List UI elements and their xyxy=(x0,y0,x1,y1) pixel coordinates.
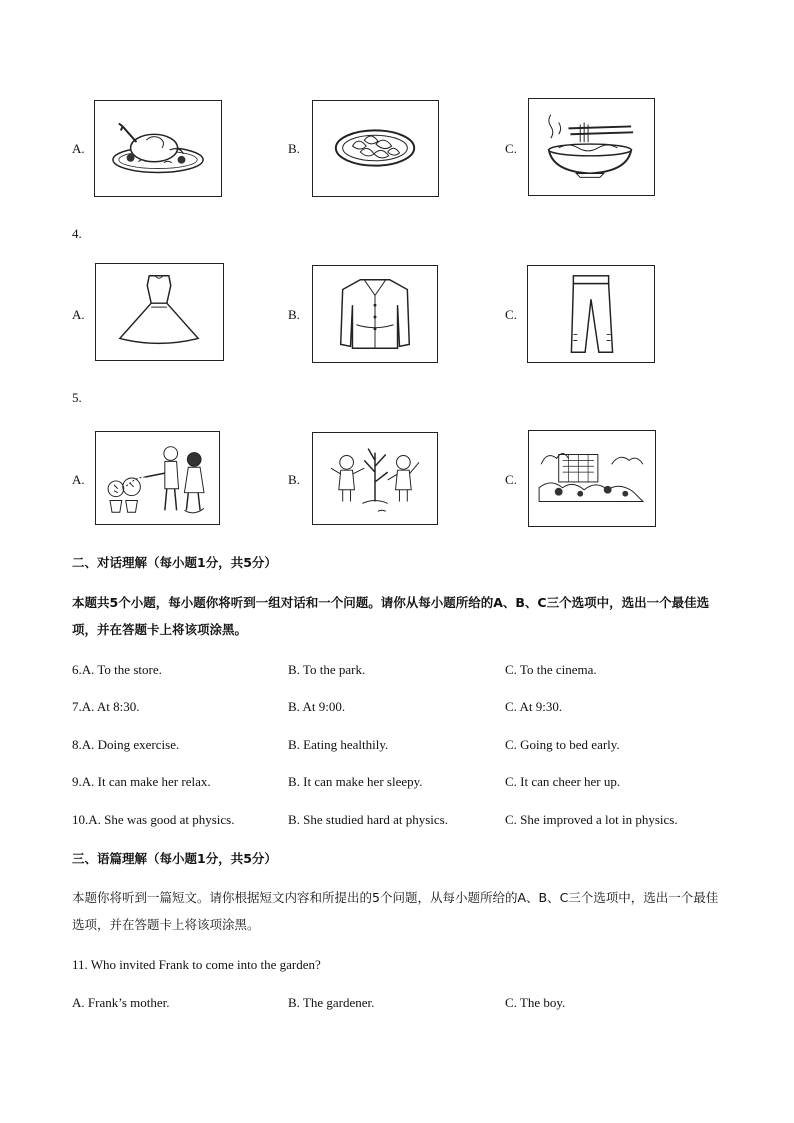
section3-heading: 三、语篇理解（每小题1分，共5分） xyxy=(72,851,277,866)
section2-instruction: 本题共5个小题，每小题你将听到一组对话和一个问题。请你从每小题所给的A、B、C三个选项中，选出一个最佳选项，并在答题卡上将该项涂黑。 xyxy=(72,595,710,637)
q3-option-a-label: A. xyxy=(72,141,85,156)
q5-option-b-label: B. xyxy=(288,472,300,487)
q7-option-c[interactable]: C. At 9:30. xyxy=(505,699,563,714)
building-rubble-image[interactable] xyxy=(528,430,656,527)
q6-option-a[interactable]: 6.A. To the store. xyxy=(72,662,162,677)
q8-option-a[interactable]: 8.A. Doing exercise. xyxy=(72,737,180,752)
q4-option-b-label: B. xyxy=(288,307,300,322)
planting-tree-image[interactable] xyxy=(312,432,438,525)
q9-option-a[interactable]: 9.A. It can make her relax. xyxy=(72,774,211,789)
q3-option-c-label: C. xyxy=(505,141,517,156)
q8-option-c[interactable]: C. Going to bed early. xyxy=(505,737,620,752)
section2-heading: 二、对话理解（每小题1分，共5分） xyxy=(72,555,277,570)
q5-option-c-label: C. xyxy=(505,472,517,487)
q4-option-a-label: A. xyxy=(72,307,85,322)
dumplings-plate-image[interactable] xyxy=(312,100,439,197)
q7-option-a[interactable]: 7.A. At 8:30. xyxy=(72,699,140,714)
q10-option-c[interactable]: C. She improved a lot in physics. xyxy=(505,812,678,827)
q10-option-b[interactable]: B. She studied hard at physics. xyxy=(288,812,448,827)
q4-option-c-label: C. xyxy=(505,307,517,322)
blouse-image[interactable] xyxy=(312,265,438,363)
q11-option-c[interactable]: C. The boy. xyxy=(505,995,566,1010)
watering-plants-image[interactable] xyxy=(95,431,220,525)
q9-option-b[interactable]: B. It can make her sleepy. xyxy=(288,774,423,789)
roast-chicken-image[interactable] xyxy=(94,100,222,197)
q4-number: 4. xyxy=(72,226,82,241)
dress-image[interactable] xyxy=(95,263,224,361)
q5-option-a-label: A. xyxy=(72,472,85,487)
noodle-bowl-image[interactable] xyxy=(528,98,655,196)
q7-option-b[interactable]: B. At 9:00. xyxy=(288,699,346,714)
q8-option-b[interactable]: B. Eating healthily. xyxy=(288,737,389,752)
q6-option-b[interactable]: B. To the park. xyxy=(288,662,366,677)
q10-option-a[interactable]: 10.A. She was good at physics. xyxy=(72,812,235,827)
trousers-image[interactable] xyxy=(527,265,655,363)
q9-option-c[interactable]: C. It can cheer her up. xyxy=(505,774,621,789)
q11-question: 11. Who invited Frank to come into the garden? xyxy=(72,957,321,972)
q6-option-c[interactable]: C. To the cinema. xyxy=(505,662,597,677)
q11-option-b[interactable]: B. The gardener. xyxy=(288,995,375,1010)
section3-instruction: 本题你将听到一篇短文。请你根据短文内容和所提出的5个问题，从每小题所给的A、B、C三个选项中，选出一个最佳选项，并在答题卡上将该项涂黑。 xyxy=(72,890,719,932)
q3-option-b-label: B. xyxy=(288,141,300,156)
q5-number: 5. xyxy=(72,390,82,405)
q11-option-a[interactable]: A. Frank’s mother. xyxy=(72,995,170,1010)
